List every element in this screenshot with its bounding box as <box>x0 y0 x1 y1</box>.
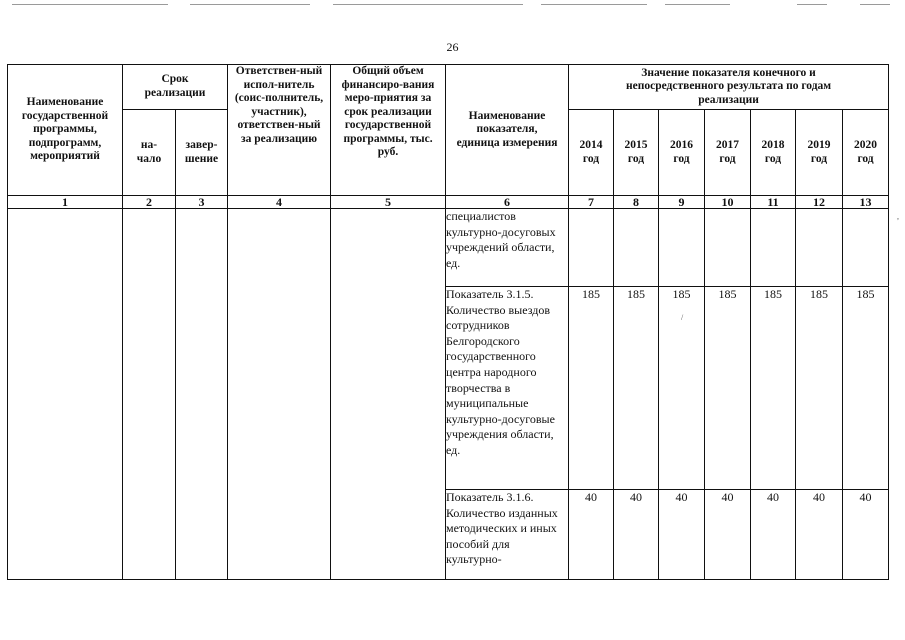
indicator-value: 40 <box>614 490 659 580</box>
column-number: 11 <box>751 196 796 209</box>
indicator-value <box>705 209 751 287</box>
table-row <box>8 209 889 287</box>
indicator-table <box>7 64 889 580</box>
indicator-name: Показатель 3.1.6. Количество изданных методических и иных пособий для культурно- <box>446 490 569 580</box>
header-end: завер-шение <box>176 110 228 196</box>
indicator-value <box>569 209 614 287</box>
indicator-value: 40 <box>659 490 705 580</box>
page-number: 26 <box>446 40 459 54</box>
header-values-group: Значение показателя конечного и непосредственного результата по годам реализации <box>569 65 889 110</box>
indicator-value <box>659 209 705 287</box>
column-number: 7 <box>569 196 614 209</box>
header-year: 2014 год <box>569 110 614 196</box>
column-number: 2 <box>123 196 176 209</box>
header-year: 2019 год <box>796 110 843 196</box>
scan-line <box>333 4 523 5</box>
indicator-value: 185 <box>705 287 751 490</box>
indicator-value: 185 <box>843 287 889 490</box>
column-number: 10 <box>705 196 751 209</box>
header-year: 2016 год <box>659 110 705 196</box>
indicator-name: специалистов культурно-досуговых учреждений области, ед. <box>446 209 569 287</box>
column-number: 1 <box>8 196 123 209</box>
volume-cell <box>331 209 446 580</box>
program-name-cell <box>8 209 123 580</box>
scan-line <box>541 4 647 5</box>
column-number: 4 <box>228 196 331 209</box>
header-term: Срок реализации <box>123 65 228 110</box>
end-cell <box>176 209 228 580</box>
header-year: 2020 год <box>843 110 889 196</box>
header-year: 2017 год <box>705 110 751 196</box>
column-number-row <box>8 196 889 209</box>
header-start: на-чало <box>123 110 176 196</box>
indicator-value: 185 <box>569 287 614 490</box>
indicator-name: Показатель 3.1.5. Количество выездов сотрудников Белгородского государственного центра народного творчества в муниципальные культурно-досуговые учреждения области, ед. <box>446 287 569 490</box>
header-volume: Общий объем финансиро-вания меро-приятия за срок реализации государственной программы, тыс. руб. <box>331 65 446 196</box>
column-number: 13 <box>843 196 889 209</box>
executor-cell <box>228 209 331 580</box>
column-number: 5 <box>331 196 446 209</box>
indicator-value <box>751 209 796 287</box>
scan-line <box>797 4 827 5</box>
header-executor: Ответствен-ный испол-нитель (соис-полнитель, участник), ответствен-ный за реализацию <box>228 65 331 196</box>
column-number: 3 <box>176 196 228 209</box>
scan-line <box>190 4 310 5</box>
indicator-value: 185 <box>796 287 843 490</box>
start-cell <box>123 209 176 580</box>
header-indicator: Наименование показателя, единица измерения <box>446 65 569 196</box>
scan-speck: / <box>681 313 684 322</box>
header-year: 2018 год <box>751 110 796 196</box>
column-number: 8 <box>614 196 659 209</box>
column-number: 12 <box>796 196 843 209</box>
indicator-value: 40 <box>843 490 889 580</box>
indicator-value: 185 <box>659 287 705 490</box>
column-number: 6 <box>446 196 569 209</box>
indicator-value <box>614 209 659 287</box>
scan-line <box>12 4 168 5</box>
header-year: 2015 год <box>614 110 659 196</box>
indicator-value: 40 <box>796 490 843 580</box>
scan-line <box>665 4 730 5</box>
scan-line <box>860 4 890 5</box>
indicator-value: 40 <box>569 490 614 580</box>
indicator-value: 185 <box>751 287 796 490</box>
indicator-value: 185 <box>614 287 659 490</box>
indicator-value: 40 <box>705 490 751 580</box>
column-number: 9 <box>659 196 705 209</box>
indicator-value <box>843 209 889 287</box>
indicator-value: 40 <box>751 490 796 580</box>
header-name: Наименование государственной программы, подпрограмм, мероприятий <box>8 65 123 196</box>
indicator-value <box>796 209 843 287</box>
scan-speck: , <box>897 212 899 221</box>
